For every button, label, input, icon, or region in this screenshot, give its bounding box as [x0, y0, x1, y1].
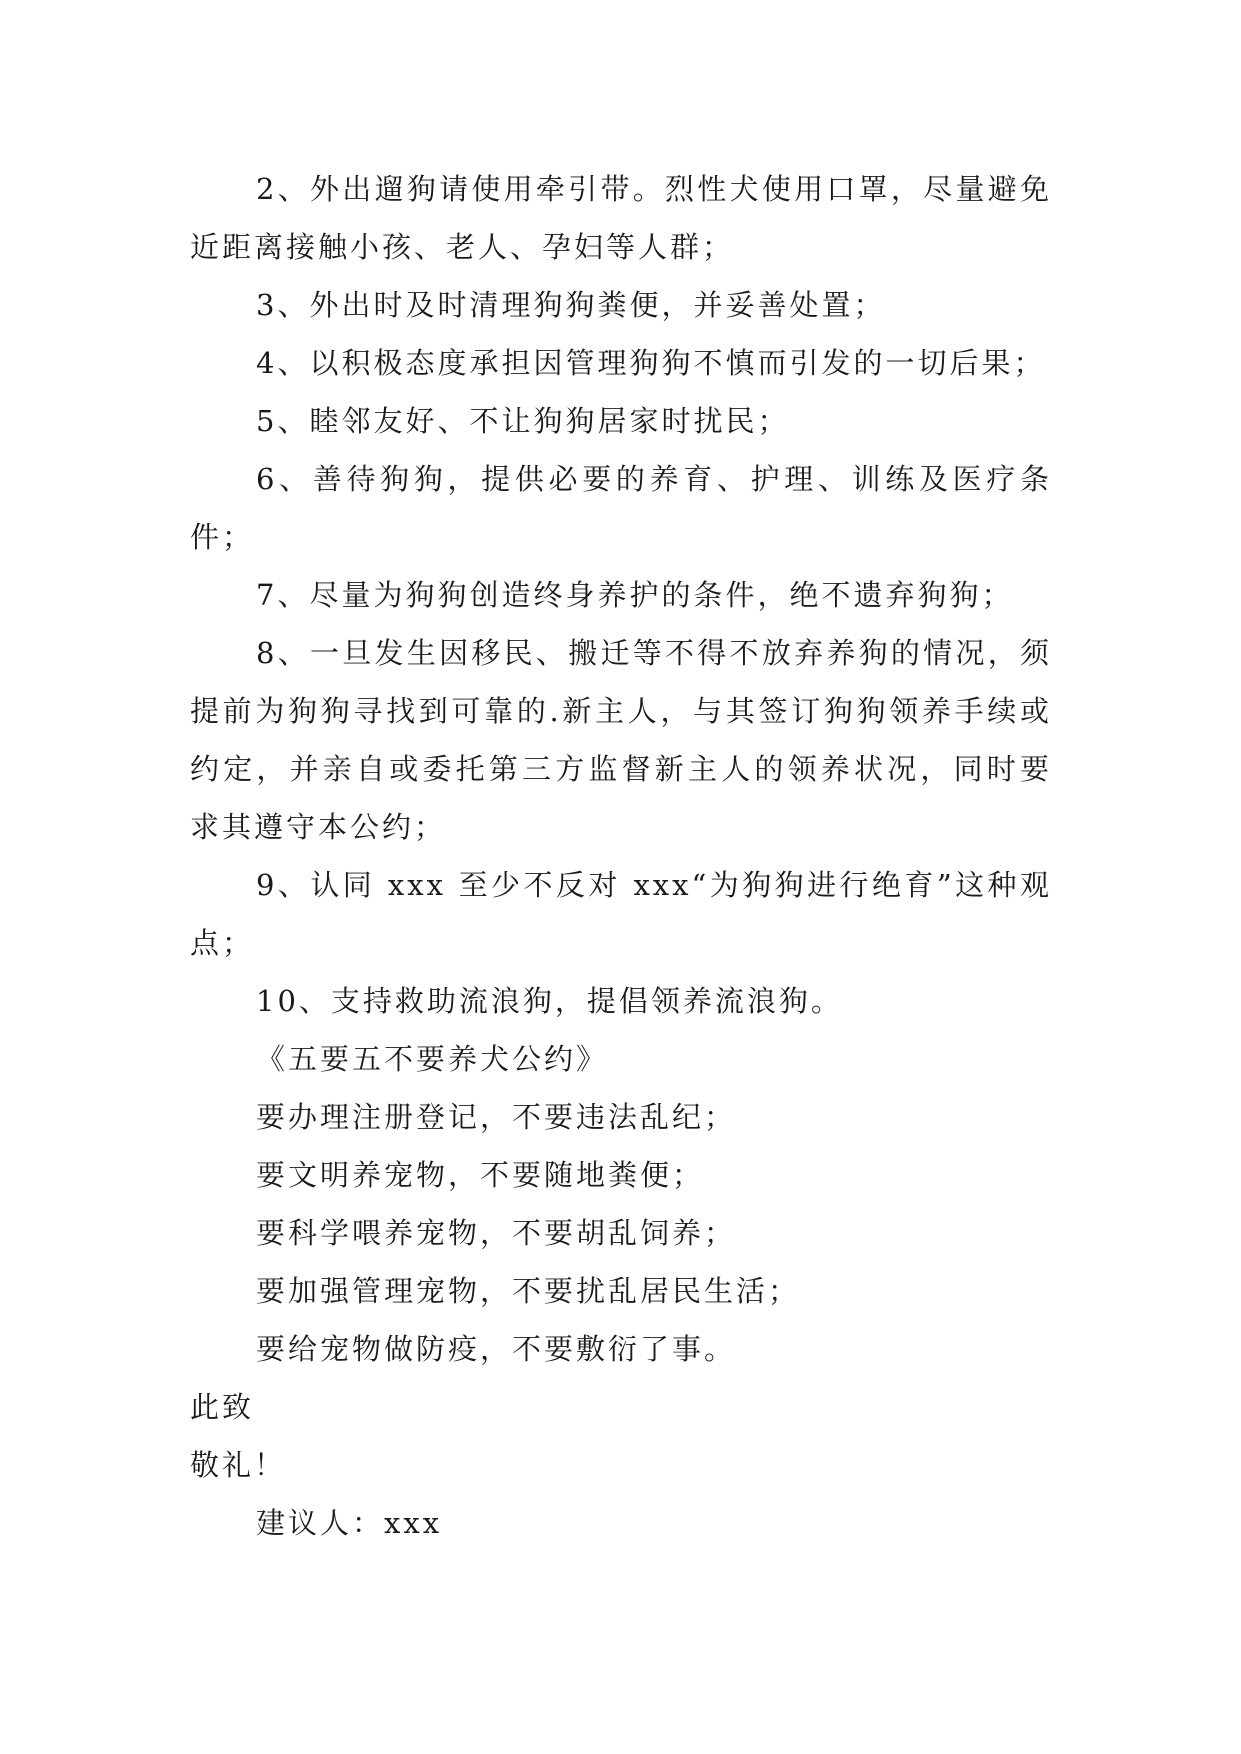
rule-3: 3、外出时及时清理狗狗粪便，并妥善处置； [256, 288, 886, 322]
rule-2: 2、外出遛狗请使用牵引带。烈性犬使用口罩，尽量避免近距离接触小孩、老人、孕妇等人群； [190, 172, 1052, 264]
rule-5: 5、睦邻友好、不让狗狗居家时扰民； [256, 404, 790, 438]
rule-9: 9、认同 xxx 至少不反对 xxx“为狗狗进行绝育”这种观点； [190, 868, 1052, 960]
convention-item-5: 要给宠物做防疫，不要敷衍了事。 [256, 1332, 737, 1366]
convention-item-3: 要科学喂养宠物，不要胡乱饲养； [256, 1216, 737, 1250]
convention-title: 《五要五不要养犬公约》 [256, 1042, 609, 1076]
convention-item-1: 要办理注册登记，不要违法乱纪； [256, 1100, 737, 1134]
rule-10: 10、支持救助流浪狗，提倡领养流浪狗。 [256, 984, 843, 1018]
convention-item-2: 要文明养宠物，不要随地粪便； [256, 1158, 705, 1192]
rule-6: 6、善待狗狗，提供必要的养育、护理、训练及医疗条件； [190, 462, 1052, 554]
signature-line: 建议人：xxx [256, 1506, 443, 1540]
convention-item-4: 要加强管理宠物，不要扰乱居民生活； [256, 1274, 801, 1308]
document-body [190, 160, 1052, 1552]
salutation-line: 敬礼！ [190, 1448, 287, 1482]
rule-7: 7、尽量为狗狗创造终身养护的条件，绝不遗弃狗狗； [256, 578, 1014, 612]
closing-line: 此致 [190, 1390, 255, 1424]
rule-4: 4、以积极态度承担因管理狗狗不慎而引发的一切后果； [256, 346, 1046, 380]
rule-8: 8、一旦发生因移民、搬迁等不得不放弃养狗的情况，须提前为狗狗寻找到可靠的.新主人，与其签订狗狗领养手续或约定，并亲自或委托第三方监督新主人的领养状况，同时要求其遵守本公约； [190, 636, 1052, 844]
